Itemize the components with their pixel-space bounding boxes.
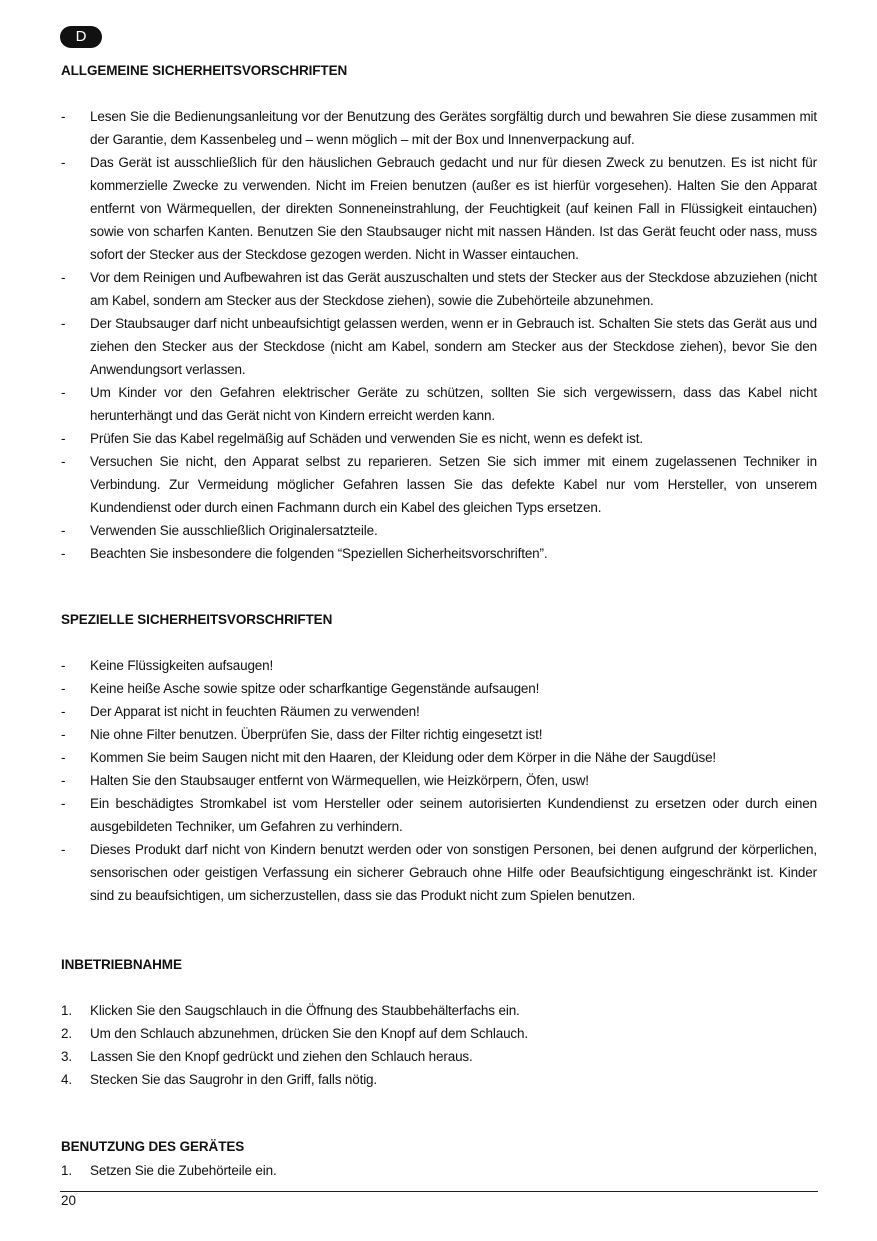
list-marker: 4. [61,1072,72,1087]
section-heading-usage: BENUTZUNG DES GERÄTES [61,1139,245,1154]
list-item-text: Lassen Sie den Knopf gedrückt und ziehen den Schlauch heraus. [90,1049,473,1064]
language-badge: D [60,26,102,48]
list-item [61,700,817,723]
list-marker: - [61,431,66,446]
list-item [61,312,817,381]
list-marker: - [61,316,66,331]
general-safety-list [61,105,817,565]
list-item-text: Vor dem Reinigen und Aufbewahren ist das Gerät auszuschalten und stets der Stecker aus der Steckdose abzuziehen (nicht am Kabel, sondern am Stecker aus der Steckdose ziehen), sowie die Zubehörteile abzunehmen. [90,270,817,308]
list-item-text: Stecken Sie das Saugrohr in den Griff, falls nötig. [90,1072,378,1087]
list-item [61,654,817,677]
list-item [61,746,817,769]
section-heading-setup: INBETRIEBNAHME [61,957,182,972]
list-item [61,1045,817,1068]
list-item [61,792,817,838]
list-item [61,519,817,542]
list-item [61,999,817,1022]
list-marker: - [61,704,66,719]
list-item-text: Um Kinder vor den Gefahren elektrischer Geräte zu schützen, sollten Sie sich vergewissern, dass das Kabel nicht herunterhängt und das Gerät nicht von Kindern erreicht werden kann. [90,385,817,423]
list-item-text: Keine Flüssigkeiten aufsaugen! [90,658,274,673]
list-item-text: Versuchen Sie nicht, den Apparat selbst zu reparieren. Setzen Sie sich immer mit einem zugelassenen Techniker in Verbindung. Zur Vermeidung möglicher Gefahren lassen Sie das defekte Kabel nur vom Hersteller, von unserem Kundendienst oder durch einen Fachmann durch ein Kabel des gleichen Typs ersetzen. [90,454,817,515]
list-item [61,450,817,519]
list-item-text: Prüfen Sie das Kabel regelmäßig auf Schäden und verwenden Sie es nicht, wenn es defekt ist. [90,431,643,446]
list-marker: - [61,523,66,538]
list-item [61,838,817,907]
list-marker: - [61,109,66,124]
list-item-text: Kommen Sie beim Saugen nicht mit den Haaren, der Kleidung oder dem Körper in die Nähe der Saugdüse! [90,750,717,765]
list-item-text: Der Apparat ist nicht in feuchten Räumen zu verwenden! [90,704,420,719]
list-item-text: Keine heiße Asche sowie spitze oder scharfkantige Gegenstände aufsaugen! [90,681,540,696]
list-item [61,427,817,450]
list-marker: 2. [61,1026,72,1041]
list-item-text: Das Gerät ist ausschließlich für den häuslichen Gebrauch gedacht und nur für diesen Zweck zu benutzen. Es ist nicht für kommerzielle Zwecke zu verwenden. Nicht im Freien benutzen (außer es ist hierfür vorgesehen). Halten Sie den Apparat entfernt von Wärmequellen, der direkten Sonneneinstrahlung, der Feuchtigkeit (auf keinen Fall in Flüssigkeit eintauchen) sowie von scharfen Kanten. Benutzen Sie den Staubsauger nicht mit nassen Händen. Ist das Gerät feucht oder nass, muss sofort der Stecker aus der Steckdose gezogen werden. Nicht in Wasser eintauchen. [90,155,817,262]
list-marker: - [61,796,66,811]
list-item [61,266,817,312]
list-marker: - [61,681,66,696]
usage-steps-list [61,1159,817,1182]
list-item [61,723,817,746]
list-item-text: Ein beschädigtes Stromkabel ist vom Hersteller oder seinem autorisierten Kundendienst zu ersetzen oder durch einen ausgebildeten Techniker, um Gefahren zu verhindern. [90,796,817,834]
list-item [61,542,817,565]
list-marker: - [61,546,66,561]
section-heading-general-safety: ALLGEMEINE SICHERHEITSVORSCHRIFTEN [61,63,348,78]
list-marker: - [61,842,66,857]
list-item-text: Nie ohne Filter benutzen. Überprüfen Sie, dass der Filter richtig eingesetzt ist! [90,727,543,742]
list-item [61,769,817,792]
list-item-text: Lesen Sie die Bedienungsanleitung vor der Benutzung des Gerätes sorgfältig durch und bewahren Sie diese zusammen mit der Garantie, dem Kassenbeleg und – wenn möglich – mit der Box und Innenverpackung auf. [90,109,817,147]
list-item [61,1068,817,1091]
list-item-text: Halten Sie den Staubsauger entfernt von Wärmequellen, wie Heizkörpern, Öfen, usw! [90,773,589,788]
list-item-text: Beachten Sie insbesondere die folgenden “Speziellen Sicherheitsvorschriften”. [90,546,548,561]
list-item-text: Klicken Sie den Saugschlauch in die Öffnung des Staubbehälterfachs ein. [90,1003,520,1018]
footer-divider [60,1191,818,1192]
list-marker: 3. [61,1049,72,1064]
list-item [61,105,817,151]
list-item [61,677,817,700]
list-item-text: Der Staubsauger darf nicht unbeaufsichtigt gelassen werden, wenn er in Gebrauch ist. Schalten Sie stets das Gerät aus und ziehen den Stecker aus der Steckdose (nicht am Kabel, sondern am Stecker aus der Steckdose ziehen), bevor Sie den Anwendungsort verlassen. [90,316,817,377]
page-number: 20 [61,1193,77,1208]
list-item-text: Dieses Produkt darf nicht von Kindern benutzt werden oder von sonstigen Personen, bei denen aufgrund der körperlichen, sensorischen oder geistigen Verfassung ein sicherer Gebrauch ohne Hilfe oder Beaufsichtigung eingeschränkt ist. Kinder sind zu beaufsichtigen, um sicherzustellen, dass sie das Produkt nicht zum Spielen benutzen. [90,842,817,903]
setup-steps-list [61,999,817,1091]
list-marker: 1. [61,1003,72,1018]
list-marker: - [61,385,66,400]
section-heading-special-safety: SPEZIELLE SICHERHEITSVORSCHRIFTEN [61,612,333,627]
list-marker: - [61,773,66,788]
list-marker: - [61,454,66,469]
list-marker: - [61,658,66,673]
list-marker: - [61,270,66,285]
list-item [61,381,817,427]
list-item [61,1022,817,1045]
list-marker: - [61,155,66,170]
list-marker: 1. [61,1163,72,1178]
list-item-text: Verwenden Sie ausschließlich Originalersatzteile. [90,523,378,538]
list-item [61,1159,817,1182]
list-marker: - [61,750,66,765]
list-item [61,151,817,266]
list-item-text: Um den Schlauch abzunehmen, drücken Sie den Knopf auf dem Schlauch. [90,1026,528,1041]
special-safety-list [61,654,817,907]
list-item-text: Setzen Sie die Zubehörteile ein. [90,1163,277,1178]
list-marker: - [61,727,66,742]
